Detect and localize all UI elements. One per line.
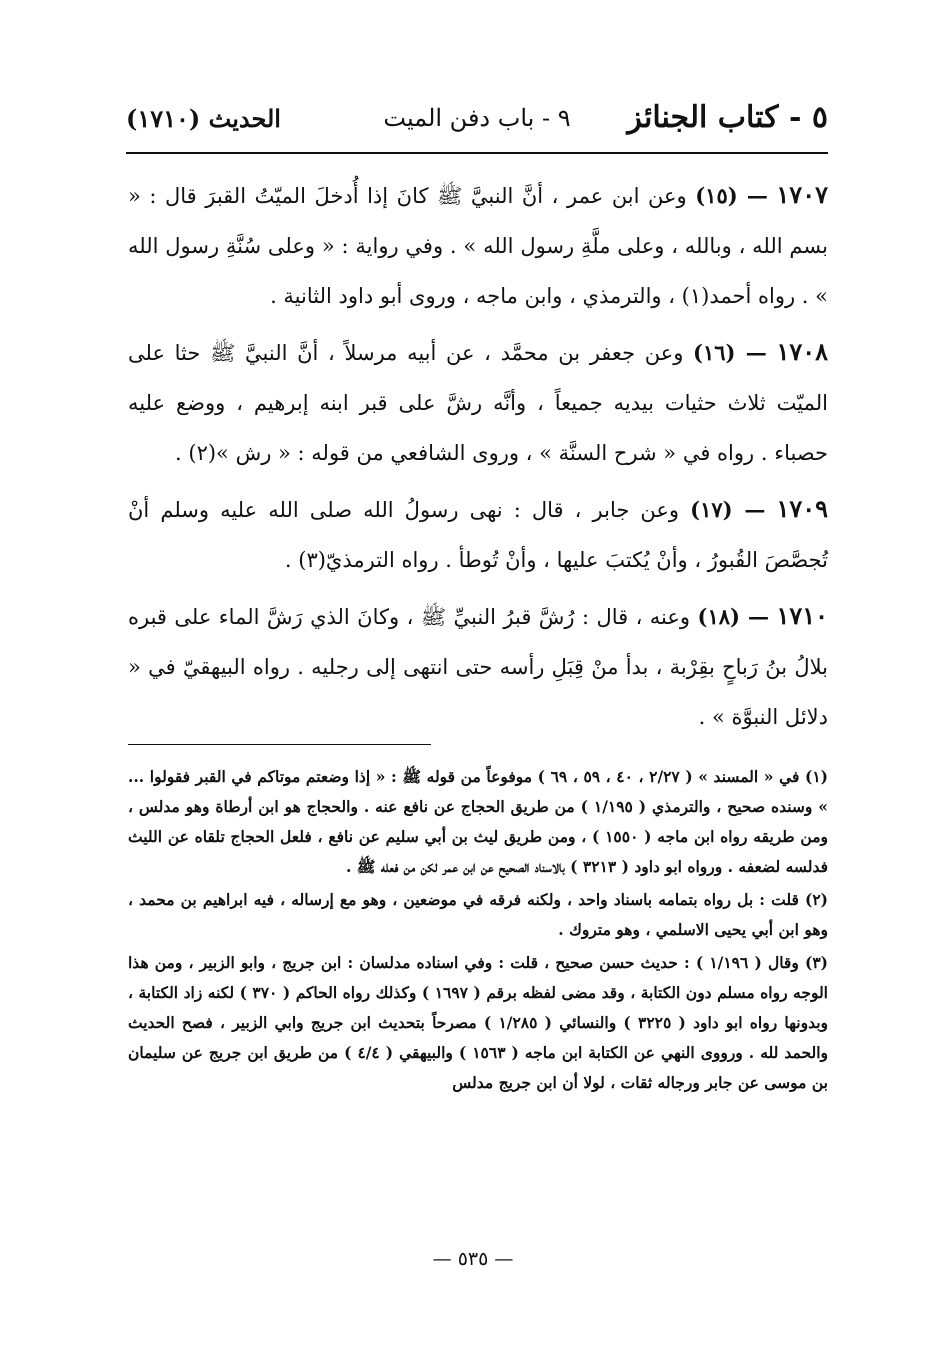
hadith-number: ١٧٠٧ (776, 180, 828, 209)
hadith-text: وعن جابر ، قال : نهى رسولُ الله صلى الله عليه وسلم أنْ تُجصَّصَ القُبورُ ، وأنْ يُكتبَ عليها ، وأنْ تُوطأ . رواه الترمذيّ(٣) . (128, 498, 828, 572)
hadith-sub-number: — (١٥) (695, 183, 768, 208)
footnote-2: (٢) قلت : بل رواه بتمامه باسناد واحد ، ولكنه فرقه في موضعين ، وهو مع إرساله ، فيه ابراهيم بن محمد ، وهو ابن أبي يحيى الاسلمي ، وهو متروك . (128, 890, 828, 939)
hadith-number: ١٧٠٨ (776, 337, 829, 366)
hadith-1710 (128, 591, 828, 742)
hadith-text: وعن ابن عمر ، أنَّ النبيَّ ﷺ كانَ إذا أُدخلَ الميّتُ القبرَ قال : « بسم الله ، وبالله ، وعلى ملَّةِ رسول الله » . وفي رواية : « وعلى سُنَّةِ رسول الله » . رواه أحمد(١) ، والترمذي ، وابن ماجه ، وروى أبو داود الثانية . (128, 184, 828, 308)
page-number: — ٥٣٥ — (432, 1248, 514, 1270)
hadith-sub-number: — (١٨) (697, 604, 770, 629)
footnotes (128, 762, 828, 1101)
footnote-3: (٣) وقال ( ١/١٩٦ ) : حديث حسن صحيح ، قلت : وفي اسناده مدلسان : ابن جريج ، وابو الزبير ، ومن هذا الوجه رواه مسلم دون الكتابة ، وقد مضى لفظه برقم ( ١٦٩٧ ) وكذلك رواه الحاكم ( ٣٧٠ ) لكنه زاد الكتابة ، وبدونها رواه ابو داود ( ٣٢٢٥ ) والنسائي ( ١/٢٨٥ ) مصرحاً بتحديث ابن جريج وابي الزبير ، فصح الحديث والحمد لله . ورووى النهي عن الكتابة ابن ماجه ( ١٥٦٣ ) والبيهقي ( ٤/٤ ) من طريق ابن جريج عن سليمان بن موسى عن جابر ورجاله ثقات ، لولا أن ابن جريج مدلس (128, 953, 829, 1092)
hadith-sub-number: — (١٦) (693, 340, 767, 365)
hadith-1708 (128, 327, 828, 478)
chapter-title: ٥ - كتاب الجنائز (627, 100, 828, 135)
hadith-number: ١٧٠٩ (776, 494, 828, 523)
hadith-text: وعن جعفر بن محمَّد ، عن أبيه مرسلاً ، أنَّ النبيَّ ﷺ حثا على الميّت ثلاث حثيات بيديه جميعاً ، وأنَّه رشَّ على قبر ابنه إبرهيم ، ووضع عليه حصباء . رواه في « شرح السنَّة » ، وروى الشافعي من قوله : « رش »(٢) . (128, 341, 828, 465)
hadith-range: الحديث (١٧١٠) (126, 104, 281, 133)
footnote-separator (128, 744, 431, 745)
hadith-text: وعنه ، قال : رُشَّ قبرُ النبيِّ ﷺ ، وكانَ الذي رَشَّ الماء على قبره بلالُ بنُ رَباحٍ بقِرْبة ، بدأ منْ قِبَلِ رأسه حتى انتهى إلى رجليه . رواه البيهقيّ في « دلائل النبوَّة » . (128, 605, 828, 729)
hadith-1709 (128, 484, 828, 585)
hadith-sub-number: — (١٧) (690, 497, 766, 522)
hadith-list (128, 170, 828, 748)
hadith-number: ١٧١٠ (776, 601, 829, 630)
section-title: ٩ - باب دفن الميت (383, 104, 571, 132)
hadith-1707 (128, 170, 828, 321)
page-header (126, 96, 828, 148)
header-rule (126, 152, 828, 154)
footnote-1: (١) في « المسند » ( ٢/٢٧ ، ٤٠ ، ٥٩ ، ٦٩ ) موفوعاً من قوله ﷺ : « إذا وضعتم موتاكم في القبر فقولوا ... » وسنده صحيح ، والترمذي ( ١/١٩٥ ) من طريق الحجاج عن نافع عنه . والحجاج هو ابن أرطاة وهو مدلس ، ومن طريقه رواه ابن ماجه ( ١٥٥٠ ) ، ومن طريق ليث بن أبي سليم عن نافع ، فلعل الحجاج تلقاه عن الليث فدلسه لضعفه . ورواه ابو داود ( ٣٢١٣ ) بالاسناد الصحيح عن ابن عمر لكن من فعله ﷺ . (128, 767, 828, 876)
